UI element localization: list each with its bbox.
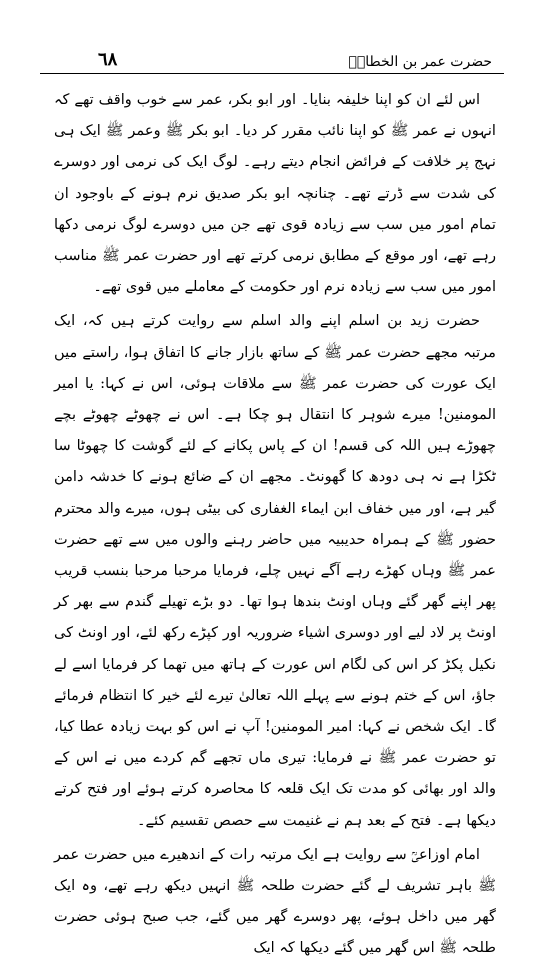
page-header: [40, 46, 504, 70]
running-title: حضرت عمر بن الخطابؓ: [348, 54, 492, 70]
page-body: [54, 84, 496, 957]
paragraph: اس لئے ان کو اپنا خلیفہ بنایا۔ اور ابو بکر، عمر سے خوب واقف تھے کہ انہوں نے عمر ﷺ کو اپنا نائب مقرر کر دیا۔ ابو بکر ﷺ وعمر ﷺ ایک ہی نہج پر خلافت کے فرائض انجام دیتے رہے۔ لوگ ایک کی نرمی اور دوسرے کی شدت سے ڈرتے تھے۔ چنانچہ ابو بکر صدیق نرم ہونے کے باوجود ان تمام امور میں سب سے زیادہ قوی تھے جن میں دوسرے لوگ نرمی دکھا رہے تھے، اور موقع کے مطابق نرمی کرتے تھے اور حضرت عمر ﷺ مناسب امور میں سب سے زیادہ نرم اور حکومت کے معاملے میں قوی تھے۔: [54, 91, 496, 296]
page-number: ٦٨: [98, 49, 118, 70]
paragraph: حضرت زید بن اسلم اپنے والد اسلم سے روایت کرتے ہیں کہ، ایک مرتبہ مجھے حضرت عمر ﷺ کے ساتھ بازار جانے کا اتفاق ہوا، راستے میں ایک عورت کی حضرت عمر ﷺ سے ملاقات ہوئی، اس نے کہا: یا امیر المومنین! میرے شوہر کا انتقال ہو چکا ہے۔ اس نے چھوٹے چھوٹے بچے چھوڑے ہیں اللہ کی قسم! ان کے پاس پکانے کے لئے گوشت کا چھوٹا سا ٹکڑا ہے نہ ہی دودھ کا گھونٹ۔ مجھے ان کے ضائع ہونے کا خدشہ دامن گیر ہے، اور میں خفاف ابن ایماء الغفاری کی بیٹی ہوں، میرے والد محترم حضور ﷺ کے ہمراہ حدیبیہ میں حاضر رہنے والوں میں سے تھے حضرت عمر ﷺ وہاں کھڑے رہے آگے نہیں چلے، فرمایا مرحبا مرحبا بنسب قریب پھر اپنے گھر گئے وہاں اونٹ بندھا ہوا تھا۔ دو بڑے تھیلے گندم سے بھر کر اونٹ پر لاد لیے اور دوسری اشیاء ضروریہ اور کپڑے رکھ لئے، اور اونٹ کی نکیل پکڑ کر اس کی لگام اس عورت کے ہاتھ میں تھما کر فرمایا اسے لے جاؤ، اس کے ختم ہونے سے پہلے اللہ تعالیٰ تیرے لئے خیر کا انتظام فرمائے گا۔ ایک شخص نے کہا: امیر المومنین! آپ نے اس کو بہت زیادہ عطا کیا، تو حضرت عمر ﷺ نے فرمایا: تیری ماں تجھے گم کردے میں نے اس کے والد اور بھائی کو مدت تک ایک قلعہ کا محاصرہ کرتے ہوئے اور فتح کرتے دیکھا ہے۔ فتح کے بعد ہم نے غنیمت سے حصص تقسیم کئے۔: [54, 312, 496, 829]
paragraph: امام اوزاعیؒ سے روایت ہے ایک مرتبہ رات کے اندھیرے میں حضرت عمر ﷺ باہر تشریف لے گئے حضرت طلحہ ﷺ انہیں دیکھ رہے تھے، وہ ایک گھر میں داخل ہوئے، پھر دوسرے گھر میں گئے، جب صبح ہوئی حضرت طلحہ ﷺ اس گھر میں گئے دیکھا کہ ایک: [54, 845, 496, 957]
header-rule: [40, 73, 504, 74]
